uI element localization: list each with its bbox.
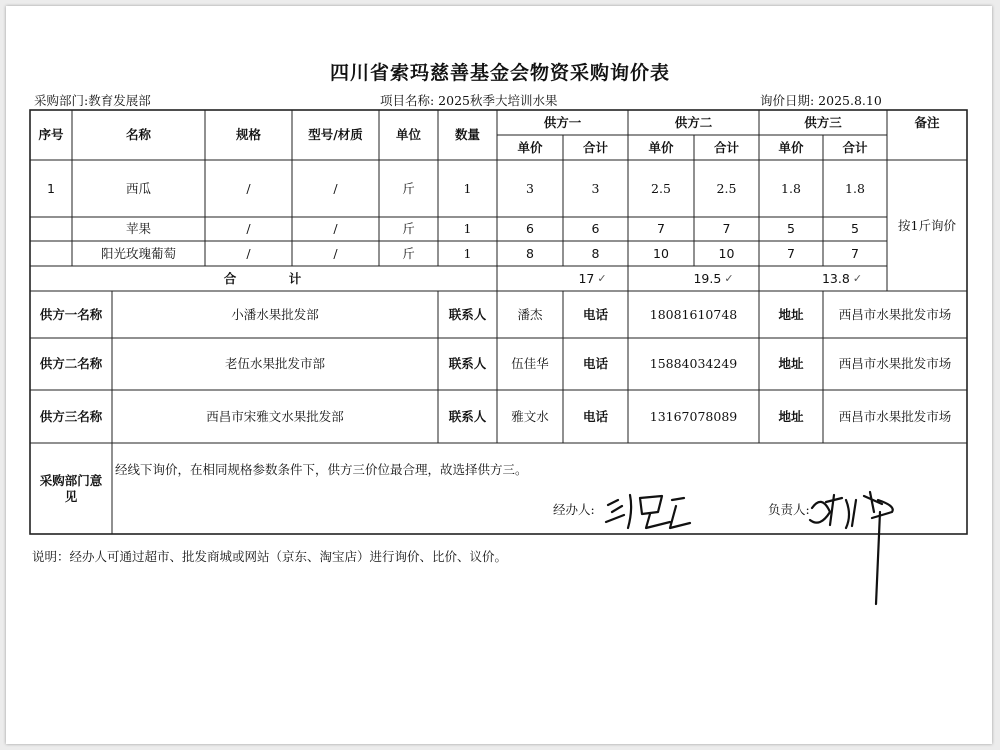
supplier2-name: 老伍水果批发市部 xyxy=(224,356,325,372)
supplier3-contact-label: 联系人 xyxy=(448,408,487,424)
header-model: 型号/材质 xyxy=(308,127,363,143)
item-2-s2-total: 7 xyxy=(722,221,731,237)
item-3-s1-price: 8 xyxy=(526,245,534,261)
item-2-s1-total: 6 xyxy=(591,221,600,237)
header-s3-subtotal: 合计 xyxy=(842,139,868,155)
item-3-model: / xyxy=(333,245,338,261)
item-3-s3-price: 7 xyxy=(787,245,795,261)
item-2-s3-total: 5 xyxy=(851,221,859,237)
supplier2-contact: 伍佳华 xyxy=(511,356,549,372)
supplier1-contact: 潘杰 xyxy=(517,306,543,322)
supplier1-addr-label: 地址 xyxy=(778,306,804,322)
supplier1-label: 供方一名称 xyxy=(39,306,103,322)
header-remark: 备注 xyxy=(914,114,940,130)
header-supplier1: 供方一 xyxy=(543,114,582,130)
item-2-qty: 1 xyxy=(463,221,472,237)
date-field: 询价日期: 2025.8.10 xyxy=(760,93,882,108)
opinion-label: 采购部门意见 xyxy=(39,472,103,504)
item-3-qty: 1 xyxy=(463,245,472,261)
department-field: 采购部门:教育发展部 xyxy=(34,93,151,108)
total-supplier3-value: 13.8 xyxy=(821,270,850,286)
supplier1-contact-label: 联系人 xyxy=(448,306,487,322)
item-1-spec: / xyxy=(246,180,251,196)
footnote: 说明：经办人可通过超市、批发商城或网站（京东、淘宝店）进行询价、比价、议价。 xyxy=(32,549,508,564)
item-1-s3-total: 1.8 xyxy=(845,180,865,196)
supplier3-phone-label: 电话 xyxy=(582,408,608,424)
header-qty: 数量 xyxy=(454,127,480,143)
supplier1-phone: 18081610748 xyxy=(649,306,738,322)
item-3-unit: 斤 xyxy=(402,245,415,261)
item-1-model: / xyxy=(333,180,338,196)
supplier2-phone: 15884034249 xyxy=(649,356,738,372)
header-seq: 序号 xyxy=(38,127,64,143)
item-1-s2-price: 2.5 xyxy=(651,180,671,196)
supplier3-label: 供方三名称 xyxy=(39,408,103,424)
header-s2-unit-price: 单价 xyxy=(648,139,674,155)
item-2-spec: / xyxy=(246,221,251,237)
item-1-s2-total: 2.5 xyxy=(716,180,737,196)
responsible-label: 负责人: xyxy=(768,502,810,517)
item-3-s1-total: 8 xyxy=(591,245,600,261)
item-2-name: 苹果 xyxy=(125,221,151,237)
totals-label-a: 合 xyxy=(223,270,237,286)
header-spec: 规格 xyxy=(235,127,261,143)
header-supplier2: 供方二 xyxy=(674,114,713,130)
item-2-unit: 斤 xyxy=(402,221,415,237)
item-2-s2-price: 7 xyxy=(657,221,665,237)
item-3-spec: / xyxy=(246,245,251,261)
supplier2-label: 供方二名称 xyxy=(39,356,103,372)
header-s1-subtotal: 合计 xyxy=(582,139,608,155)
item-3-s3-total: 7 xyxy=(851,245,859,261)
supplier1-name: 小潘水果批发部 xyxy=(231,306,319,322)
supplier1-phone-label: 电话 xyxy=(582,306,608,322)
item-2-model: / xyxy=(333,221,338,237)
total-supplier1-value: 17 xyxy=(578,270,595,286)
item-1-qty: 1 xyxy=(463,180,472,196)
totals-label-b: 计 xyxy=(288,270,302,286)
check-mark: ✓ xyxy=(852,271,863,285)
supplier3-addr-label: 地址 xyxy=(778,408,804,424)
supplier1-addr: 西昌市水果批发市场 xyxy=(838,306,952,322)
check-mark: ✓ xyxy=(597,271,607,285)
opinion-text: 经线下询价，在相同规格参数条件下，供方三价位最合理，故选择供方三。 xyxy=(115,462,528,477)
supplier3-name: 西昌市宋雅文水果批发部 xyxy=(206,408,344,424)
supplier2-addr-label: 地址 xyxy=(778,356,804,372)
supplier2-contact-label: 联系人 xyxy=(448,356,487,372)
item-3-s2-total: 10 xyxy=(718,245,735,261)
supplier2-phone-label: 电话 xyxy=(582,356,608,372)
item-1-seq: 1 xyxy=(47,180,55,196)
header-supplier3: 供方三 xyxy=(804,114,842,130)
supplier3-phone: 13167078089 xyxy=(649,408,738,424)
item-1-s3-price: 1.8 xyxy=(781,180,801,196)
total-supplier2-value: 19.5 xyxy=(693,270,722,286)
header-name: 名称 xyxy=(125,127,151,143)
supplier3-addr: 西昌市水果批发市场 xyxy=(838,408,952,424)
handler-label: 经办人: xyxy=(553,502,595,517)
item-2-s1-price: 6 xyxy=(526,221,534,237)
header-s2-subtotal: 合计 xyxy=(713,139,739,155)
form-title: 四川省索玛慈善基金会物资采购询价表 xyxy=(329,62,670,84)
supplier3-contact: 雅文水 xyxy=(511,408,549,424)
item-3-name: 阳光玫瑰葡萄 xyxy=(100,245,176,261)
header-s3-unit-price: 单价 xyxy=(778,139,804,155)
item-1-s1-total: 3 xyxy=(591,180,600,196)
item-1-unit: 斤 xyxy=(402,180,415,196)
project-field: 项目名称: 2025秋季大培训水果 xyxy=(380,93,558,108)
header-unit: 单位 xyxy=(395,127,421,143)
item-2-s3-price: 5 xyxy=(787,221,795,237)
supplier2-addr: 西昌市水果批发市场 xyxy=(838,356,952,372)
item-1-s1-price: 3 xyxy=(526,180,534,196)
item-1-name: 西瓜 xyxy=(125,180,151,196)
item-3-s2-price: 10 xyxy=(653,245,669,261)
check-mark: ✓ xyxy=(724,271,734,285)
header-s1-unit-price: 单价 xyxy=(517,139,543,155)
remark-value: 按1斤询价 xyxy=(898,217,956,233)
